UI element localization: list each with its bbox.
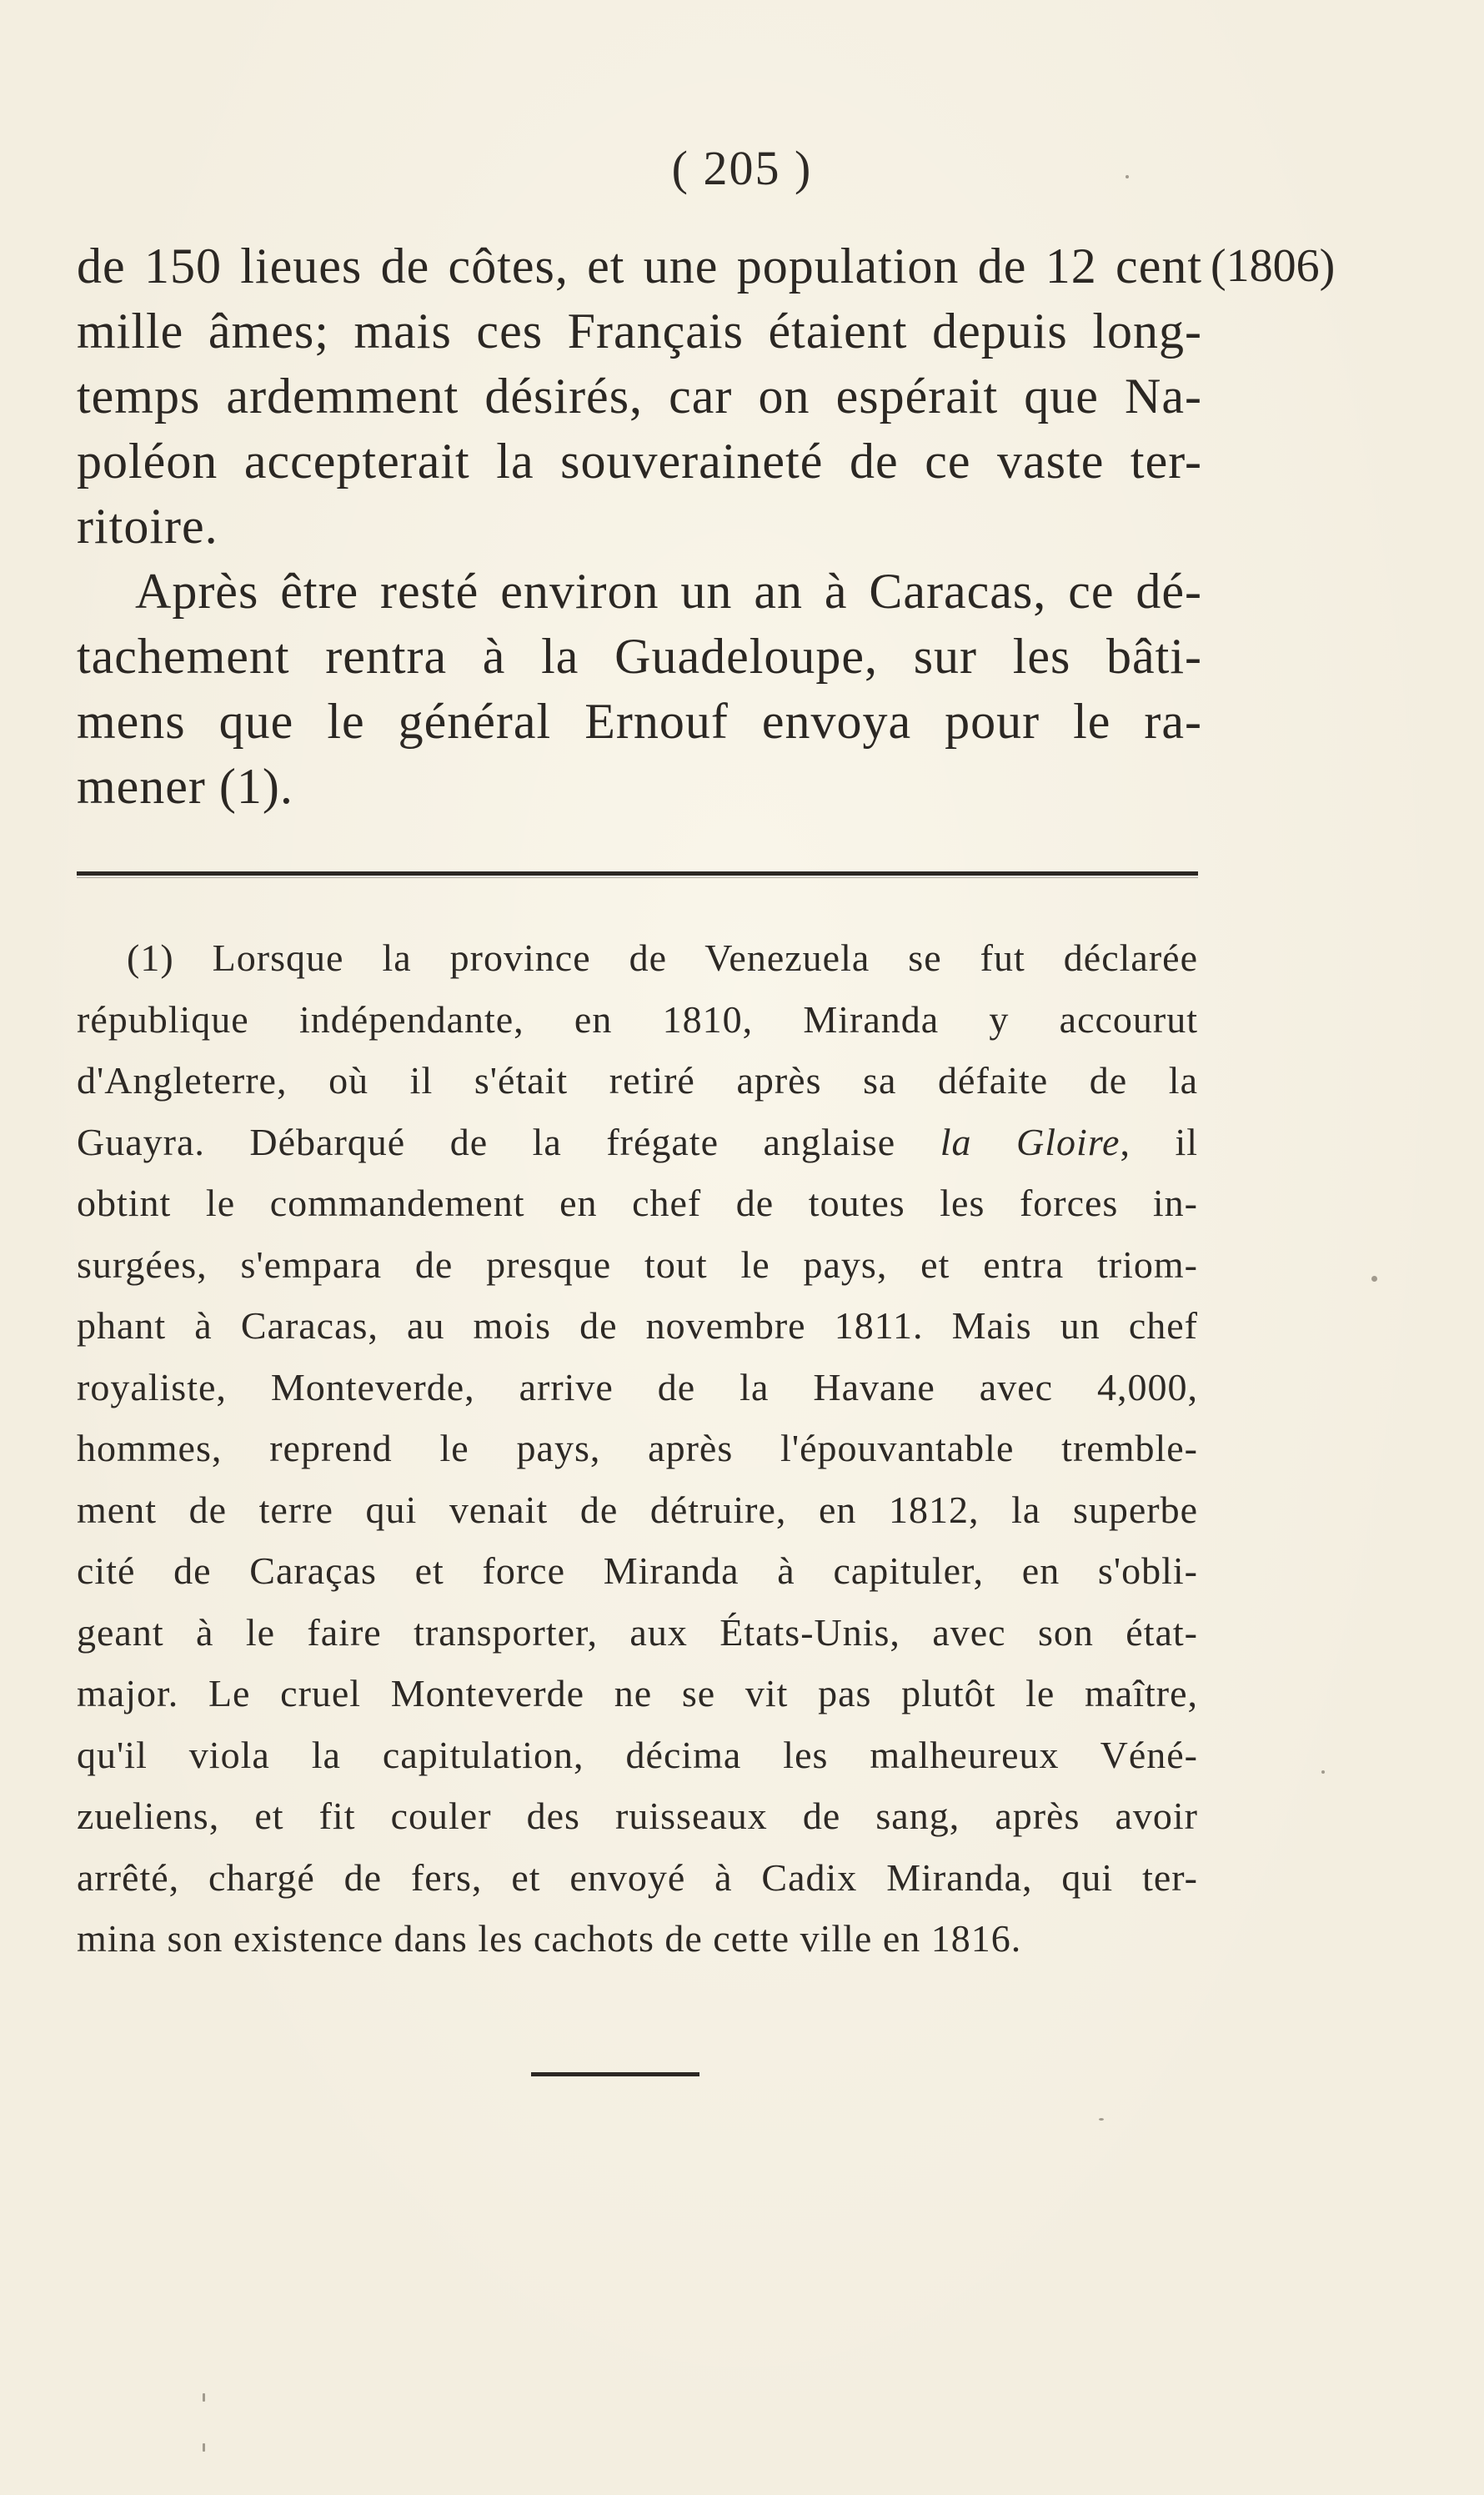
footnote-line-with-ship: [77, 1112, 1198, 1173]
end-rule: [531, 2072, 699, 2076]
main-text-line: mener (1).: [77, 759, 293, 814]
footnote-line: hommes, reprend le pays, après l'épouvantable tremble-: [77, 1427, 1198, 1469]
footnote-line: royaliste, Monteverde, arrive de la Havane avec 4,000,: [77, 1365, 1198, 1408]
main-text-line: temps ardemment désirés, car on espérait que Na-: [77, 369, 1202, 424]
footnote-line-text: , il: [1120, 1120, 1199, 1163]
footnote-line: mina son existence dans les cachots de cette ville en 1816.: [77, 1917, 1022, 1960]
footnote-line: zueliens, et fit couler des ruisseaux de sang, après avoir: [77, 1795, 1198, 1837]
main-text-line: de 150 lieues de côtes, et une population de 12 cent: [77, 238, 1202, 294]
paper-speck: [203, 2393, 205, 2402]
footnote-line: geant à le faire transporter, aux États-Unis, avec son état-: [77, 1610, 1198, 1654]
page-number: ( 205 ): [671, 141, 813, 195]
footnote-line: obtint le commandement en chef de toutes les forces in-: [77, 1182, 1198, 1224]
paper-speck: [1099, 2118, 1104, 2121]
footnote-line: république indépendante, en 1810, Miranda y accourut: [77, 997, 1198, 1041]
main-text-line: ritoire.: [77, 499, 218, 554]
footnote-line: cité de Caraças et force Miranda à capituler, en s'obli-: [77, 1549, 1198, 1592]
paper-speck: [1321, 1770, 1325, 1774]
footnote-line: major. Le cruel Monteverde ne se vit pas plutôt le maître,: [77, 1672, 1198, 1714]
main-text-block: [77, 233, 1202, 819]
section-divider-rule: [77, 871, 1198, 876]
footnote-line: (1) Lorsque la province de Venezuela se fut déclarée: [127, 936, 1198, 979]
main-text-line: Après être resté environ un an à Caracas, ce dé-: [135, 564, 1202, 619]
paper-speck: [203, 2443, 205, 2452]
footnote-line: qu'il viola la capitulation, décima les malheureux Véné-: [77, 1733, 1198, 1776]
paper-speck: [1371, 1276, 1377, 1282]
footnote-line: phant à Caracas, au mois de novembre 1811. Mais un chef: [77, 1304, 1198, 1347]
footnote-line: d'Angleterre, où il s'était retiré après sa défaite de la: [77, 1059, 1198, 1102]
main-text-line: mille âmes; mais ces Français étaient depuis long-: [77, 304, 1202, 359]
main-text-line: poléon accepterait la souveraineté de ce vaste ter-: [77, 434, 1202, 489]
footnote-line: ment de terre qui venait de détruire, en 1812, la superbe: [77, 1488, 1198, 1531]
footnote-line-text: Guayra. Débarqué de la frégate anglaise: [77, 1120, 940, 1163]
main-text-line: mens que le général Ernouf envoya pour le ra-: [77, 694, 1202, 749]
main-text-line: tachement rentra à la Guadeloupe, sur les bâti-: [77, 629, 1202, 684]
footnote-line: arrêté, chargé de fers, et envoyé à Cadix Miranda, qui ter-: [77, 1855, 1198, 1899]
paper-speck: [1126, 175, 1129, 178]
footnote-line: surgées, s'empara de presque tout le pays, et entra triom-: [77, 1242, 1198, 1286]
ship-name: la Gloire: [940, 1120, 1121, 1163]
margin-year: (1806): [1211, 240, 1336, 292]
footnote-block: [77, 927, 1198, 1970]
